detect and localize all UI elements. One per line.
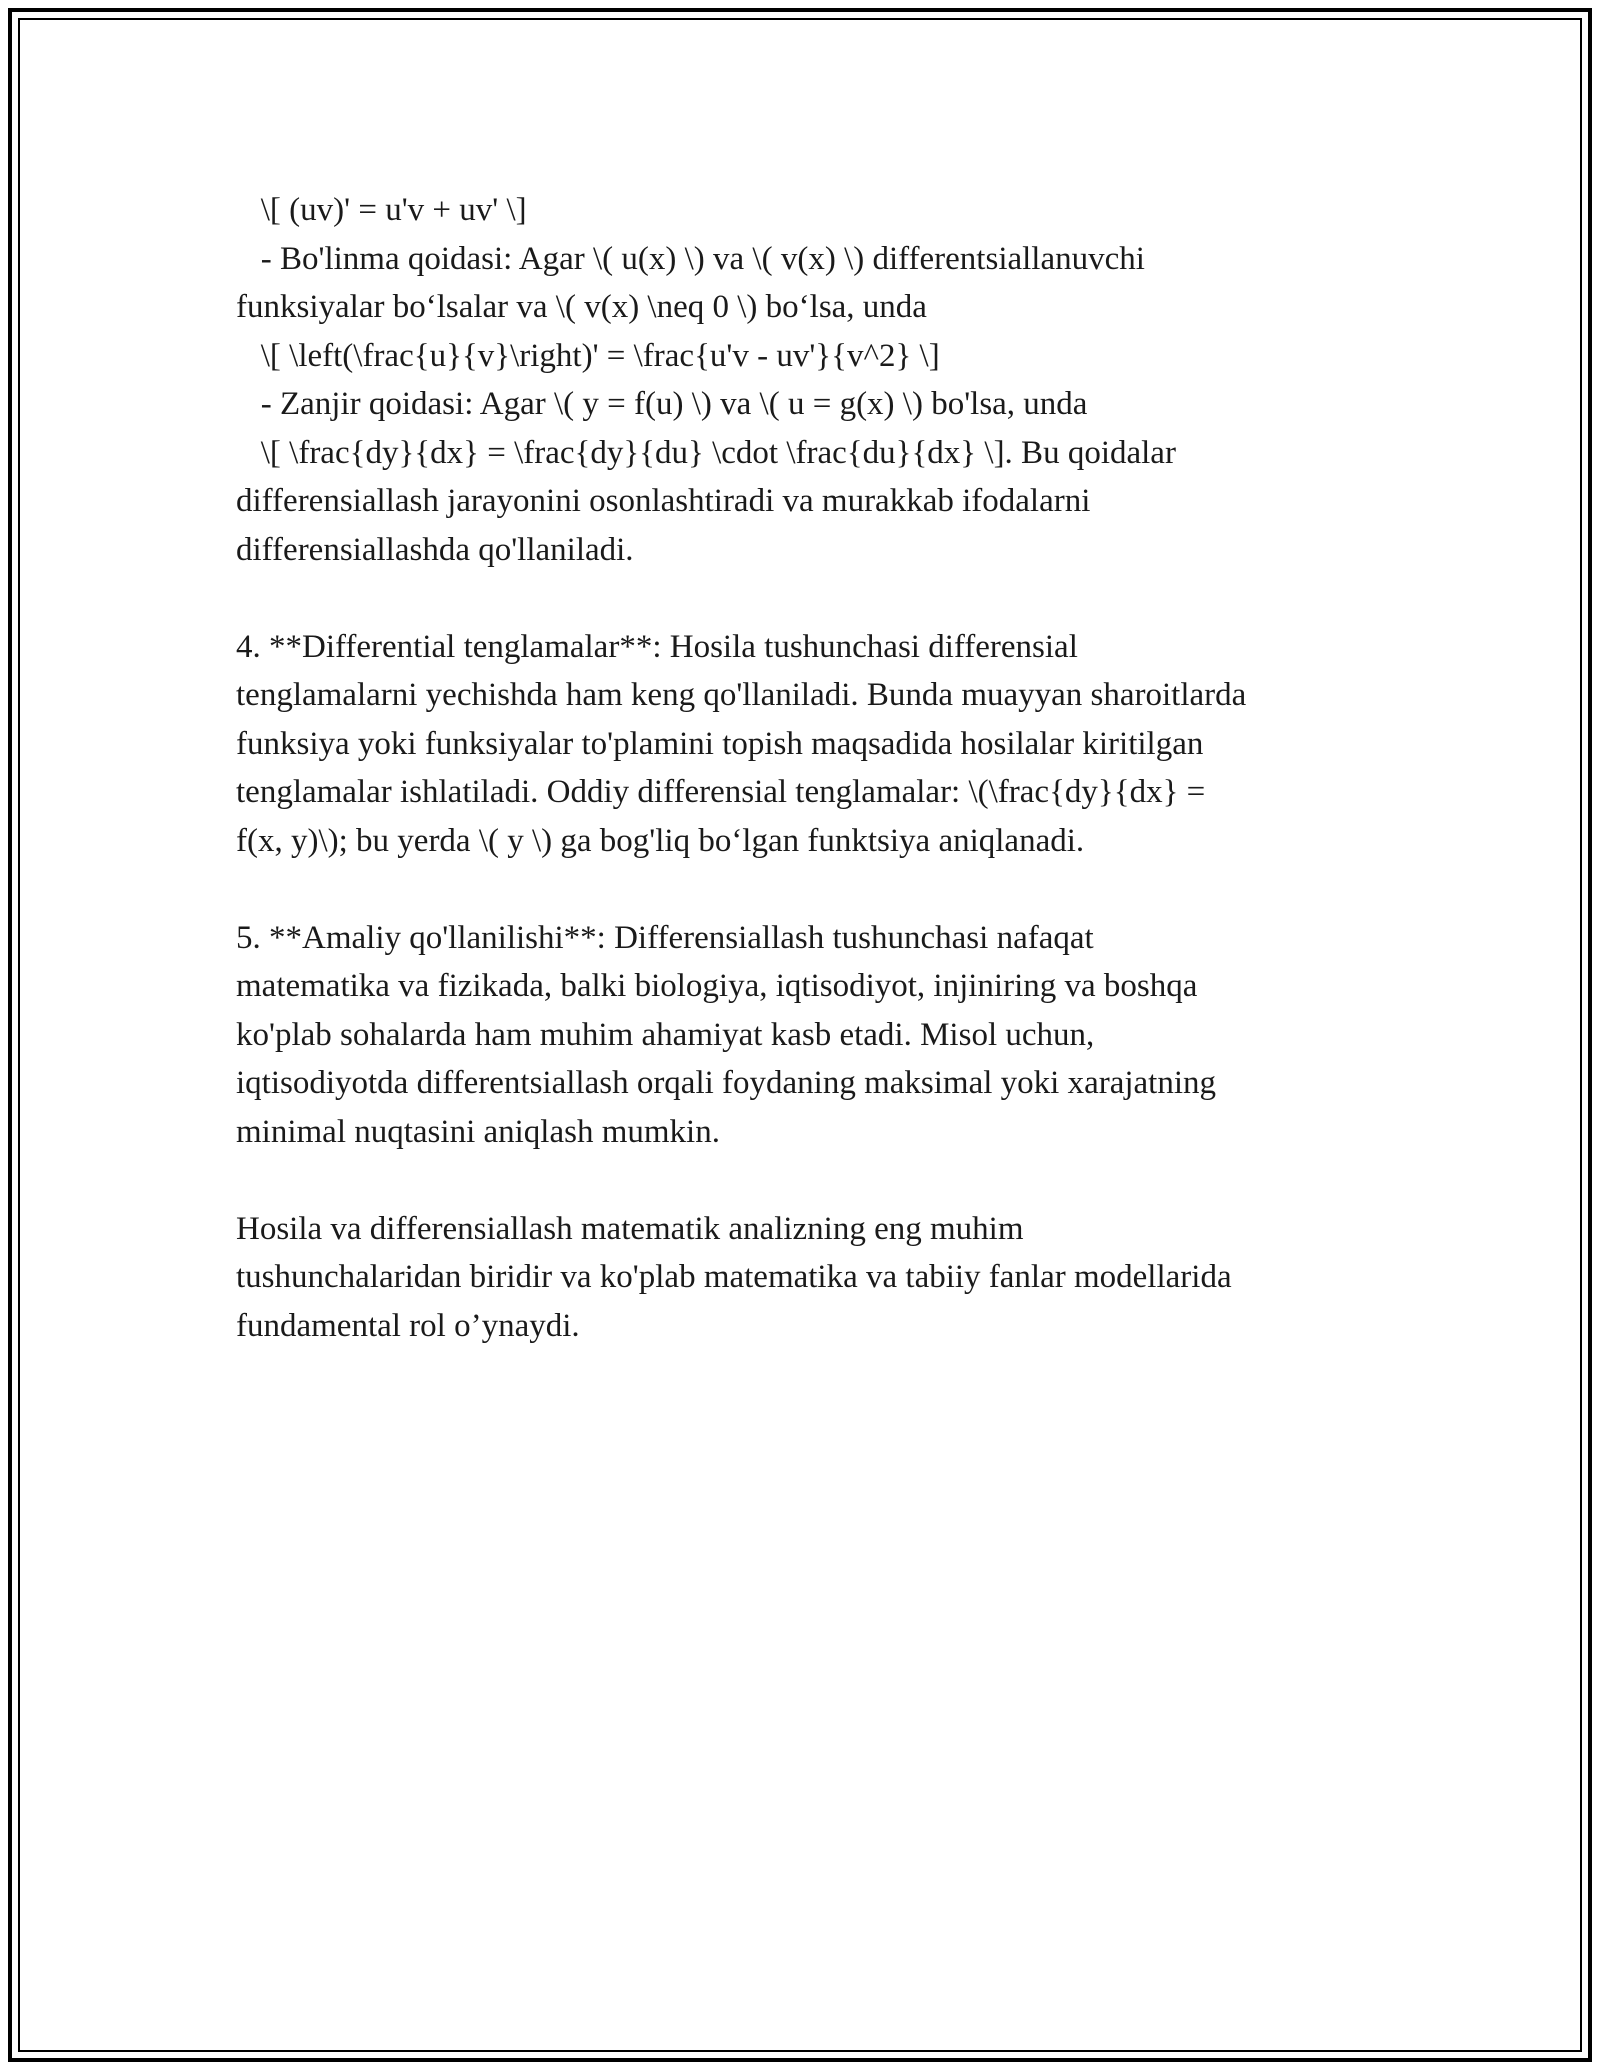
text-line: differensiallash jarayonini osonlashtiradi va murakkab ifodalarni [236, 483, 1091, 519]
text-line: differensiallashda qo'llaniladi. [236, 531, 634, 568]
paragraph-practical-applications [236, 914, 1386, 1157]
text-line: \[ \frac{dy}{dx} = \frac{dy}{du} \cdot \frac{du}{dx} \]. Bu qoidalar [236, 434, 1176, 471]
text-line: matematika va fizikada, balki biologiya, iqtisodiyot, injiniring va boshqa [236, 968, 1198, 1004]
paragraph-conclusion [236, 1205, 1386, 1351]
text-line: fundamental rol o’ynaydi. [236, 1307, 580, 1344]
text-line: - Zanjir qoidasi: Agar \( y = f(u) \) va \( u = g(x) \) bo'lsa, unda [236, 386, 1088, 422]
text-line: \[ \left(\frac{u}{v}\right)' = \frac{u'v - uv'}{v^2} \] [236, 337, 940, 374]
text-line: minimal nuqtasini aniqlash mumkin. [236, 1113, 720, 1150]
text-line: 5. **Amaliy qo'llanilishi**: Differensiallash tushunchasi nafaqat [236, 919, 1094, 956]
text-line: tenglamalarni yechishda ham keng qo'llaniladi. Bunda muayyan sharoitlarda [236, 677, 1247, 713]
document-body [236, 186, 1386, 1350]
text-line: iqtisodiyotda differentsiallash orqali foydaning maksimal yoki xarajatning [236, 1065, 1217, 1101]
text-line: funksiya yoki funksiyalar to'plamini topish maqsadida hosilalar kiritilgan [236, 725, 1204, 762]
text-line: tenglamalar ishlatiladi. Oddiy differensial tenglamalar: \(\frac{dy}{dx} = [236, 774, 1206, 810]
paragraph-gap [236, 1156, 1386, 1205]
text-line: ko'plab sohalarda ham muhim ahamiyat kasb etadi. Misol uchun, [236, 1016, 1095, 1053]
paragraph-differential-equations [236, 623, 1386, 866]
paragraph-gap [236, 865, 1386, 914]
text-line: f(x, y)\); bu yerda \( y \) ga bog'liq bo‘lgan funktsiya aniqlanadi. [236, 822, 1085, 859]
text-line: tushunchalaridan biridir va ko'plab matematika va tabiiy fanlar modellarida [236, 1259, 1232, 1295]
text-line: 4. **Differential tenglamalar**: Hosila tushunchasi differensial [236, 628, 1078, 665]
text-line: Hosila va differensiallash matematik analizning eng muhim [236, 1210, 1024, 1247]
paragraph-rules [236, 186, 1386, 574]
text-line: \[ (uv)' = u'v + uv' \] [236, 192, 527, 228]
paragraph-gap [236, 574, 1386, 623]
text-line: - Bo'linma qoidasi: Agar \( u(x) \) va \( v(x) \) differentsiallanuvchi [236, 240, 1145, 277]
text-line: funksiyalar bo‘lsalar va \( v(x) \neq 0 \) bo‘lsa, unda [236, 289, 927, 325]
